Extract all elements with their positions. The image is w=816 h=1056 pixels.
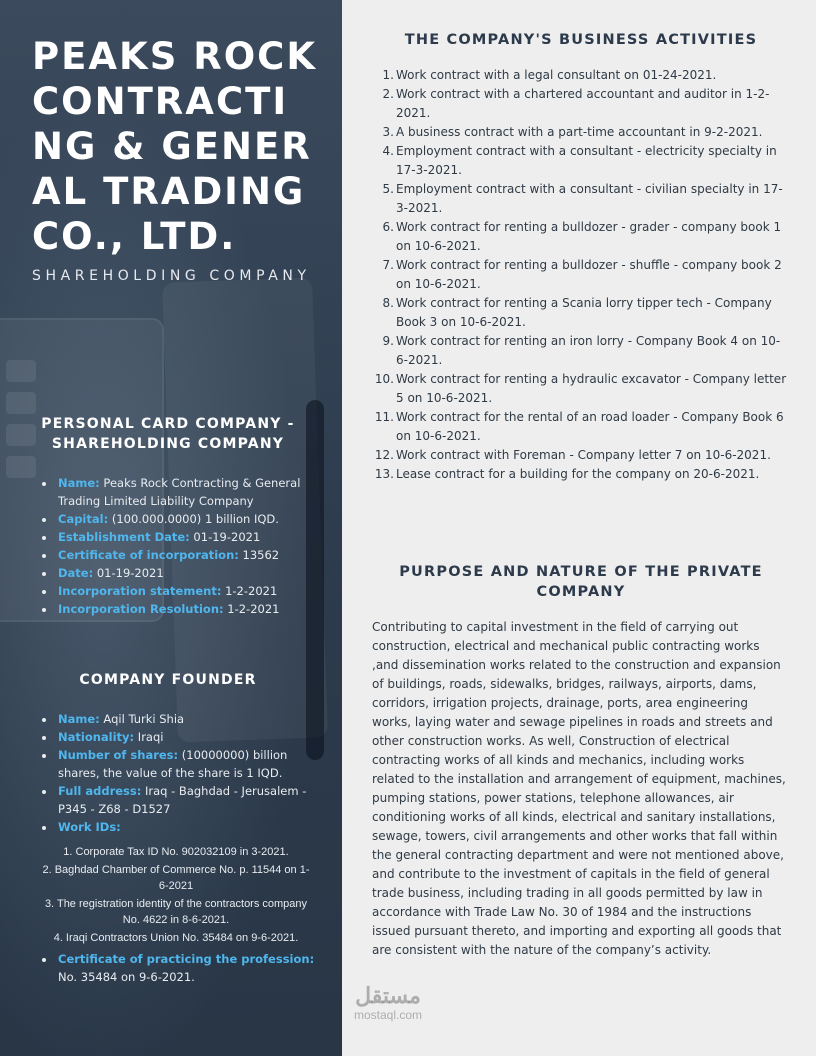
activity-item (372, 256, 788, 294)
item-value: 01-19-2021 (189, 530, 261, 544)
watermark-text: mostaql.com (354, 1008, 423, 1022)
activity-number: 6. (382, 220, 394, 234)
activity-number: 13. (374, 467, 394, 481)
activity-text: Work contract with a chartered accountant and auditor in 1-2-2021. (396, 87, 770, 120)
item-value: 1-2-2021 (223, 602, 280, 616)
activity-number: 12. (374, 448, 394, 462)
item-value: Peaks Rock Contracting & General Trading Limited Liability Company (58, 476, 301, 508)
activity-item (372, 142, 788, 180)
activity-item (372, 218, 788, 256)
activity-number: 9. (382, 334, 394, 348)
item-value: Aqil Turki Shia (99, 712, 185, 726)
activity-number: 10. (374, 372, 394, 386)
item-value: No. 35484 on 9-6-2021. (58, 970, 195, 984)
activity-text: Employment contract with a consultant - civilian specialty in 17-3-2021. (396, 182, 783, 215)
activity-text: Work contract with Foreman - Company letter 7 on 10-6-2021. (396, 448, 771, 462)
list-item (56, 546, 318, 564)
activity-text: Work contract for renting a Scania lorry tipper tech - Company Book 3 on 10-6-2021. (396, 296, 772, 329)
activity-number: 5. (382, 182, 394, 196)
list-item (56, 950, 318, 986)
activity-text: A business contract with a part-time accountant in 9-2-2021. (396, 125, 763, 139)
item-label: Name: (58, 476, 100, 490)
item-value: 01-19-2021 (93, 566, 164, 580)
activity-item (372, 465, 788, 484)
founder-list (38, 710, 318, 986)
item-value: Iraqi (134, 730, 164, 744)
work-ids-list (40, 844, 310, 946)
right-panel (342, 0, 816, 1056)
personal-card-list (38, 474, 318, 618)
list-item (56, 582, 318, 600)
activity-item (372, 408, 788, 446)
item-label: Establishment Date: (58, 530, 190, 544)
list-item (56, 474, 318, 510)
activity-item (372, 123, 788, 142)
company-name: PEAKS ROCK CONTRACTING & GENERAL TRADING CO., LTD. (32, 35, 317, 258)
activity-text: Lease contract for a building for the company on 20-6-2021. (396, 467, 760, 481)
list-item (56, 528, 318, 546)
list-item (56, 710, 318, 728)
background-key-shape (6, 392, 36, 414)
background-key-shape (6, 360, 36, 382)
activity-item (372, 294, 788, 332)
activity-text: Work contract with a legal consultant on 01-24-2021. (396, 68, 717, 82)
list-item (56, 600, 318, 618)
personal-card-heading: PERSONAL CARD COMPANY - SHAREHOLDING COMPANY (41, 416, 295, 452)
item-value: (100.000.0000) 1 billion IQD. (108, 512, 279, 526)
list-item (56, 564, 318, 582)
activity-number: 8. (382, 296, 394, 310)
founder-heading: COMPANY FOUNDER (79, 672, 257, 688)
activity-number: 4. (382, 144, 394, 158)
item-label: Certificate of practicing the profession: (58, 952, 315, 966)
activity-item (372, 66, 788, 85)
item-label: Certificate of incorporation: (58, 548, 239, 562)
work-id-item: 4. Iraqi Contractors Union No. 35484 on 9-6-2021. (53, 932, 299, 944)
item-label: Incorporation Resolution: (58, 602, 224, 616)
item-value: 13562 (238, 548, 280, 562)
watermark-logo: مستقل (355, 983, 421, 1008)
item-label: Date: (58, 566, 94, 580)
activity-text: Work contract for the rental of an road loader - Company Book 6 on 10-6-2021. (396, 410, 784, 443)
activity-item (372, 85, 788, 123)
item-value: Iraq - Baghdad - Jerusalem - P345 - Z68 - D1527 (58, 784, 307, 816)
activity-number: 1. (382, 68, 394, 82)
item-label: Full address: (58, 784, 142, 798)
purpose-text: Contributing to capital investment in the field of carrying out construction, electrical and mechanical public contracting works ,and dissemination works related to the construction and expansion of buildings, roads, sidewalks, bridges, railways, airports, dams, corridors, irrigation projects, drainage, ports, area engineering works, laying water and sewage pipelines in roads and streets and other construction works. As well, Construction of electrical contracting works of all kinds and mechanics, including works related to the installation and arrangement of equipment, machines, pumping stations, power stations, telephone allowances, air conditioning works of all kinds, electrical and sanitary installations, sewage, towers, civil arrangements and other works that fall within the general contracting department and were not mentioned above, and contribute to the investment of capitals in the field of general trade business, including trading in all goods permitted by law in accordance with Trade Law No. 30 of 1984 and the instructions issued pursuant thereto, and importing and exporting all goods that are consistent with the nature of the company’s activity. (372, 620, 786, 957)
item-value: (10000000) billion shares, the value of the share is 1 IQD. (58, 748, 288, 780)
activity-number: 3. (382, 125, 394, 139)
activity-text: Employment contract with a consultant - electricity specialty in 17-3-2021. (396, 144, 777, 177)
activity-number: 11. (374, 410, 394, 424)
list-item (56, 728, 318, 746)
activity-text: Work contract for renting a bulldozer - grader - company book 1 on 10-6-2021. (396, 220, 782, 253)
activities-heading: THE COMPANY'S BUSINESS ACTIVITIES (404, 32, 758, 48)
list-item (56, 782, 318, 818)
list-item (56, 746, 318, 782)
item-value: 1-2-2021 (221, 584, 278, 598)
list-item (42, 818, 318, 946)
work-id-item: 3. The registration identity of the contractors company No. 4622 in 8-6-2021. (44, 898, 308, 926)
company-type: SHAREHOLDING COMPANY (32, 268, 311, 284)
work-id-item: 1. Corporate Tax ID No. 902032109 in 3-2021. (63, 846, 289, 858)
activity-item (372, 332, 788, 370)
item-label: Name: (58, 712, 100, 726)
item-label: Work IDs: (58, 820, 121, 834)
activities-list (372, 66, 788, 484)
activity-text: Work contract for renting an iron lorry - Company Book 4 on 10-6-2021. (396, 334, 781, 367)
list-item (56, 510, 318, 528)
activity-item (372, 370, 788, 408)
item-label: Nationality: (58, 730, 135, 744)
background-key-shape (6, 456, 36, 478)
activity-item (372, 180, 788, 218)
left-panel (0, 0, 342, 1056)
activity-text: Work contract for renting a bulldozer - shuffle - company book 2 on 10-6-2021. (396, 258, 782, 291)
item-label: Number of shares: (58, 748, 179, 762)
activity-item (372, 446, 788, 465)
activity-text: Work contract for renting a hydraulic excavator - Company letter 5 on 10-6-2021. (396, 372, 787, 405)
item-label: Incorporation statement: (58, 584, 222, 598)
activity-number: 2. (382, 87, 394, 101)
purpose-heading: PURPOSE AND NATURE OF THE PRIVATE COMPANY (399, 564, 763, 600)
item-label: Capital: (58, 512, 109, 526)
activity-number: 7. (382, 258, 394, 272)
work-id-item: 2. Baghdad Chamber of Commerce No. p. 11544 on 1-6-2021 (42, 864, 310, 892)
watermark (354, 984, 422, 1022)
